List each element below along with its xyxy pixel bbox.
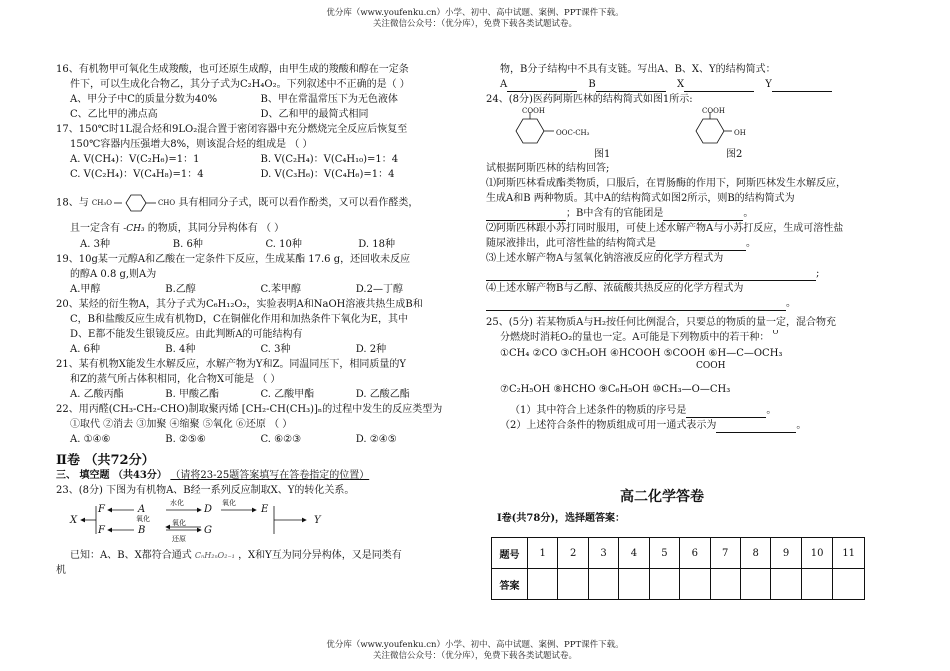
blank-q25-2[interactable] xyxy=(716,422,796,433)
label-oxidation-3: 氧化 xyxy=(172,518,186,527)
question-number: 7 xyxy=(710,538,740,569)
q20-line-2: C，B和盐酸反应生成有机物D，C在铜催化作用和加热条件下氧化为E，其中 xyxy=(70,313,408,325)
node-d: D xyxy=(204,503,213,515)
footer-line-1: 优分库（www.youfenku.cn）小学、初中、高中试题、案例、PPT课件下载。 xyxy=(326,640,624,650)
q18-option-c: C. 10种 xyxy=(265,238,302,250)
question-number: 1 xyxy=(528,538,558,569)
q20-options xyxy=(56,342,451,357)
answer-cell[interactable] xyxy=(558,569,588,600)
q23-line-1: 23、(8分) 下图为有机物A、B经一系列反应制取X、Y的转化关系。 xyxy=(56,484,355,496)
q25-line-1: 25、(5分) 若某物质A与H₂按任何比例混合，只要总的物质的量一定，混合物充 xyxy=(486,317,837,328)
blank-label-a: A xyxy=(500,79,508,90)
q18-options xyxy=(56,237,451,252)
answer-cell[interactable] xyxy=(588,569,618,600)
blank-b[interactable] xyxy=(596,81,666,92)
q22-line-1: 22、用丙醛(CH₃-CH₂-CHO)制取聚丙烯 [CH₂-CH(CH₃)]ₙ的过程中发生的反应类型为 xyxy=(56,403,443,415)
q17-line-1: 17、150℃时1L混合烃和9LO₂混合置于密闭容器中充分燃烧完全反应后恢复至 xyxy=(56,124,408,135)
q25-line-3: ①CH₄ ②CO ③CH₃OH ④HCOOH ⑤COOH ⑥H—C—OCH₃ xyxy=(500,348,783,359)
answer-cell[interactable] xyxy=(649,569,679,600)
fig2-cooh: COOH xyxy=(702,107,725,115)
q22-options xyxy=(56,432,451,447)
q18-text-1: 具有相同分子式，既可以看作酚类，又可以看作醛类， xyxy=(178,197,419,209)
blank-x[interactable] xyxy=(684,81,754,92)
header-line-1: 优分库（www.youfenku.cn）小学、初中、高中试题、案例、PPT课件下载。 xyxy=(326,8,624,18)
q19-option-b: B.乙醇 xyxy=(165,283,196,295)
q22-option-b: B. ②⑤⑥ xyxy=(165,433,206,445)
node-b: B xyxy=(138,524,146,536)
blank-label-x: X xyxy=(676,79,685,90)
question-number: 3 xyxy=(588,538,618,569)
fig2-oh: OH xyxy=(734,129,746,137)
q22-line-2: ①取代 ②消去 ③加聚 ④缩聚 ⑤氧化 ⑥还原 （ ） xyxy=(70,418,293,430)
answer-sheet-title: 高二化学答卷 xyxy=(620,489,704,505)
q25-text-5: （1）其中符合上述条件的物质的序号是 xyxy=(510,405,687,416)
q23-answer-blanks xyxy=(486,77,886,92)
q20-option-a: A. 6种 xyxy=(70,343,100,355)
q24-line-8: ⑶上述水解产物A与氢氧化钠溶液反应的化学方程式为 xyxy=(486,253,724,264)
q22-option-d: D. ②④⑤ xyxy=(355,433,397,445)
q24-text-5a: ；B中含有的官能团是 xyxy=(566,208,664,219)
q25-carbonyl-o: O xyxy=(772,330,779,336)
answer-table-answer-row xyxy=(492,569,865,600)
node-e: E xyxy=(261,503,269,515)
q16-option-c: C、乙比甲的沸点高 xyxy=(70,109,158,120)
answer-table-header-row xyxy=(492,538,865,569)
q25-line-4: ⑦C₂H₅OH ⑧HCHO ⑨C₆H₅OH ⑩CH₃—O—CH₃ xyxy=(500,384,731,395)
q25-cooh-sub: COOH xyxy=(696,361,726,371)
section-3-note: （请将23-25题答案填写在答卷指定的位置） xyxy=(170,469,370,481)
right-column xyxy=(486,32,886,433)
answer-cell[interactable] xyxy=(528,569,558,600)
q23-line-2 xyxy=(56,548,451,563)
q16-options-cd xyxy=(56,107,451,122)
q19-option-c: C.苯甲醇 xyxy=(260,283,301,295)
q24-line-3: ⑴阿斯匹林看成酯类物质，口服后，在胃肠酶的作用下，阿斯匹林发生水解反应， xyxy=(486,178,846,189)
q18-option-d: D. 18种 xyxy=(358,238,395,250)
q25-text-2: 分燃烧时消耗O₂的量也一定。A可能是下列物质中的若干种： xyxy=(500,332,770,343)
blank-y[interactable] xyxy=(772,81,832,92)
q23-general-formula: CₙH₂ₙO₂₋₁ xyxy=(194,550,235,560)
q24-line-9: ⑷上述水解产物B与乙醇、浓硫酸共热反应的化学方程式为 xyxy=(486,283,744,294)
q17-option-b: B. V(C₂H₄)：V(C₄H₁₀)=1：4 xyxy=(260,154,399,165)
blank-label-b: B xyxy=(588,79,596,90)
q25-line-6: （2）上述符合条件的物质组成可用一通式表示为 。 xyxy=(500,420,807,431)
blank-salt-structure[interactable] xyxy=(656,240,746,251)
footer-line-2: 关注微信公众号：（优分库），免费下载各类试题试卷。 xyxy=(372,651,577,661)
question-number: 6 xyxy=(680,538,710,569)
q24-figures xyxy=(486,107,886,161)
q25-line-5: （1）其中符合上述条件的物质的序号是 。 xyxy=(510,405,777,416)
blank-q25-1[interactable] xyxy=(686,407,766,418)
q18-line-1 xyxy=(56,192,451,215)
fig1-caption: 图1 xyxy=(594,149,611,160)
label-oxidation-2: 氧化 xyxy=(136,514,150,523)
q24-text-7: 随尿液排出，此可溶性盐的结构简式是 xyxy=(486,238,656,249)
q21-line-1: 21、某有机物X能发生水解反应，水解产物为Y和Z。同温同压下，相同质量的Y xyxy=(56,358,406,370)
q17-option-d: D. V(C₃H₆)：V(C₄H₆)=1：4 xyxy=(260,169,395,180)
q21-option-b: B. 甲酸乙酯 xyxy=(165,388,219,400)
q23-text-2a: 已知：A、B、X都符合通式 xyxy=(70,549,192,561)
question-number: 4 xyxy=(619,538,649,569)
q18-option-a: A. 3种 xyxy=(80,238,110,250)
q18-prefix: 18、与 xyxy=(56,197,89,209)
q18-text-2a: 且一定含有 xyxy=(70,222,120,234)
q18-structure-right: CHO xyxy=(157,199,176,207)
q22-option-a: A. ①④⑥ xyxy=(70,433,111,445)
q23-text-2b: ，X和Y互为同分异构体，又是同类有 xyxy=(238,549,402,561)
q19-option-a: A.甲醇 xyxy=(70,283,101,295)
fig1-ester: OOC-CH₃ xyxy=(556,129,590,137)
q24-answer-line-9: 。 xyxy=(486,296,886,311)
q20-option-c: C. 3种 xyxy=(260,343,291,355)
blank-functional-group[interactable] xyxy=(663,210,743,221)
q22-option-c: C. ⑥②③ xyxy=(260,433,302,445)
label-hydration: 水化 xyxy=(170,498,184,507)
q23-diagram xyxy=(56,498,451,542)
q24-line-7: 随尿液排出，此可溶性盐的结构简式是 。 xyxy=(486,238,756,249)
left-column xyxy=(56,32,451,578)
answer-sheet-subtitle: Ⅰ卷(共78分)，选择题答案： xyxy=(497,513,626,524)
q19-options xyxy=(56,282,451,297)
q16-options-ab xyxy=(56,92,451,107)
q23-line-3: 机 xyxy=(56,564,66,576)
label-oxidation-1: 氧化 xyxy=(222,498,236,507)
question-number: 2 xyxy=(558,538,588,569)
part-2-heading: Ⅱ卷 （共72分） xyxy=(56,452,155,468)
q18-option-b: B. 6种 xyxy=(172,238,203,250)
node-f: F xyxy=(98,524,105,536)
answer-table xyxy=(491,537,865,600)
salicylic-acid-structure-icon xyxy=(686,107,766,151)
q25-text-6: （2）上述符合条件的物质组成可用一通式表示为 xyxy=(500,420,717,431)
q21-options xyxy=(56,387,451,402)
q17-option-c: C. V(C₂H₄)：V(C₄H₈)=1：4 xyxy=(70,169,204,180)
question-number: 5 xyxy=(649,538,679,569)
q16-line-1: 16、有机物甲可氧化生成羧酸，也可还原生成醇，由甲生成的羧酸和醇在一定条 xyxy=(56,64,409,75)
answer-cell[interactable] xyxy=(801,569,833,600)
q20-option-d: D. 2种 xyxy=(355,343,387,355)
header-line-2: 关注微信公众号：（优分库），免费下载各类试题试卷。 xyxy=(372,19,577,29)
q18-structure-left: CH₃O xyxy=(91,199,112,207)
fig1-cooh: COOH xyxy=(522,107,545,115)
answer-row-label: 答案 xyxy=(492,569,528,600)
page-footer xyxy=(0,640,950,662)
q21-line-2: 和Z的蒸气所占体积相同，化合物X可能是 （ ） xyxy=(70,373,281,385)
answer-cell[interactable] xyxy=(771,569,801,600)
q20-line-3: D、E都不能发生银镜反应。由此判断A的可能结构有 xyxy=(70,328,303,340)
q18-structure xyxy=(92,192,175,214)
q24-line-6: ⑵阿斯匹林跟小苏打同时服用，可使上述水解产物A与小苏打反应，生成可溶性盐 xyxy=(486,223,844,234)
answer-cell[interactable] xyxy=(833,569,865,600)
answer-table-header: 题号 xyxy=(492,538,528,569)
answer-cell[interactable] xyxy=(740,569,770,600)
q23-cont-line-1: 物，B分子结构中不具有支链。写出A、B、X、Y的结构简式： xyxy=(500,64,776,75)
q18-methyl-group: -CH₃ xyxy=(123,223,145,234)
blank-equation-3[interactable] xyxy=(486,270,816,281)
q20-line-1: 20、某烃的衍生物A，其分子式为C₆H₁₂O₂，实验表明A和NaOH溶液共热生成B和 xyxy=(56,298,423,310)
question-number: 9 xyxy=(771,538,801,569)
q16-option-b: B、甲在常温常压下为无色液体 xyxy=(260,94,398,105)
label-reduction: 还原 xyxy=(172,534,186,543)
answer-cell[interactable] xyxy=(680,569,710,600)
question-number: 10 xyxy=(801,538,833,569)
answer-cell[interactable] xyxy=(619,569,649,600)
q18-text-2c: 的物质，其同分异构体有 （ ） xyxy=(147,222,285,234)
q21-option-d: D. 乙酸乙酯 xyxy=(355,388,410,400)
q19-line-1: 19、10g某一元醇A和乙酸在一定条件下反应，生成某酯 17.6 g，还回收未反应 xyxy=(56,253,411,265)
node-y: Y xyxy=(314,514,321,526)
fig2-caption: 图2 xyxy=(726,149,743,160)
q17-options-ab xyxy=(56,152,451,167)
q17-options-cd xyxy=(56,167,451,182)
q17-option-a: A. V(CH₄)：V(C₂H₆)=1：1 xyxy=(70,154,200,165)
q17-line-2: 150℃容器内压强增大8%，则该混合烃的组成是 （ ） xyxy=(70,139,313,150)
q20-option-b: B. 4种 xyxy=(165,343,196,355)
q21-option-c: C. 乙酸甲酯 xyxy=(260,388,315,400)
q18-line-2 xyxy=(56,221,451,237)
q19-line-2: 的醇A 0.8 g,则A为 xyxy=(70,268,157,280)
q24-line-5 xyxy=(486,206,886,221)
node-g: G xyxy=(204,524,212,536)
benzene-ring-icon xyxy=(112,192,158,214)
q24-text-5b: 。 xyxy=(743,208,754,219)
answer-cell[interactable] xyxy=(710,569,740,600)
q25-line-2 xyxy=(486,330,886,346)
q24-line-4: 生成A和B 两种物质。其中A的结构简式如图2所示，则B的结构简式为 xyxy=(486,193,795,204)
q16-line-2: 件下，可以生成化合物乙，其分子式为C₂H₄O₂。下列叙述中不正确的是（ ） xyxy=(70,79,410,90)
blank-b-structure[interactable] xyxy=(486,210,566,221)
blank-a[interactable] xyxy=(507,81,577,92)
q19-option-d: D.2—丁醇 xyxy=(355,283,403,295)
q16-option-a: A、甲分子中C的质量分数为40% xyxy=(70,94,218,105)
question-number: 11 xyxy=(833,538,865,569)
q21-option-a: A. 乙酸丙酯 xyxy=(70,388,124,400)
blank-label-y: Y xyxy=(765,79,772,90)
q24-answer-line-8: ; xyxy=(486,266,886,281)
page-header xyxy=(0,8,950,30)
q24-line-2: 试根据阿斯匹林的结构回答; xyxy=(486,163,610,174)
section-3-heading xyxy=(56,468,451,483)
section-3-title: 三、 填空题 （共43分） xyxy=(56,469,167,481)
blank-equation-4[interactable] xyxy=(486,300,786,311)
question-number: 8 xyxy=(740,538,770,569)
node-x: X xyxy=(70,514,78,526)
node-f-upper: F xyxy=(98,503,105,515)
q16-option-d: D、乙和甲的最简式相同 xyxy=(260,109,369,120)
q24-line-1: 24、(8分)医药阿斯匹林的结构简式如图1所示: xyxy=(486,94,693,105)
node-a: A xyxy=(138,503,146,515)
